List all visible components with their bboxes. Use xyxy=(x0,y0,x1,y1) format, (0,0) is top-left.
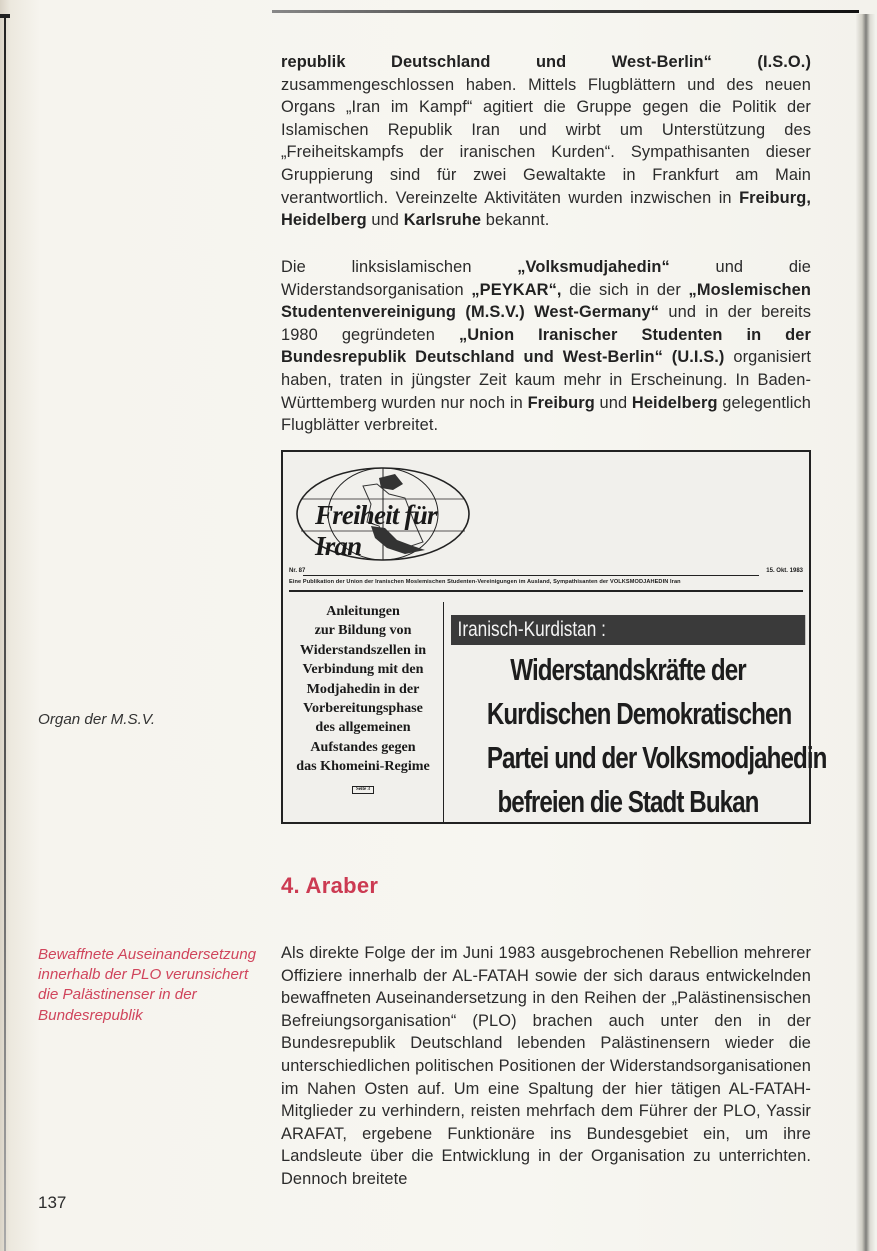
issue-rule xyxy=(303,575,759,576)
binding-edge xyxy=(4,16,6,1251)
page-number: 137 xyxy=(38,1193,67,1212)
headline-line: Partei und der Volksmodjahedin xyxy=(486,740,827,775)
text-run: und in der bereits 1980 gegründeten xyxy=(281,303,811,344)
paragraph-araber xyxy=(281,942,811,1191)
headline-line: befreien die Stadt Bukan xyxy=(497,784,759,819)
sidebar-line: Modjahedin in der xyxy=(306,680,420,697)
page-reference-tag: Seite 3 xyxy=(352,786,374,794)
paragraph-volksmudjahedin xyxy=(281,256,811,437)
text-run: und xyxy=(594,393,632,412)
sidebar-line: Vorbereitungsphase xyxy=(303,700,423,717)
bold-text-run: republik Deutschland und West-Berlin“ (I.S.O.) xyxy=(281,53,811,71)
publisher-line: Eine Publikation der Union der Iranischen Moslemischen Studenten-Vereinigungen im Ausland, Sympathisanten der VOLKSMODJAHEDIN Iran xyxy=(289,579,681,585)
kicker-bar: Iranisch-Kurdistan : xyxy=(451,615,805,645)
bold-text-run: Karlsruhe xyxy=(403,211,482,230)
text-run: gelegentlich Flugblätter verbreitet. xyxy=(281,393,811,435)
masthead-title: Freiheit für Iran xyxy=(315,500,437,561)
sidebar-line: Verbindung mit den xyxy=(302,661,424,678)
bold-text-run: Freiburg xyxy=(527,393,595,412)
sidebar-line: des allgemeinen xyxy=(315,719,411,736)
sidebar-line: Anleitungen xyxy=(326,603,400,619)
bold-text-run: „Union Iranischer Studenten in der Bundesrepublik Deutschland und West-Berlin“ (U.I.S.) xyxy=(281,325,811,367)
bold-text-run: „Moslemischen Studentenvereinigung (M.S.V.) West-Germany“ xyxy=(281,280,811,322)
masthead-logo xyxy=(293,464,473,564)
sidebar-line: Aufstandes gegen xyxy=(310,738,416,755)
text-run: Als direkte Folge der im Juni 1983 ausgebrochenen Rebellion mehrerer Offiziere innerhalb der AL-FATAH sowie der sich daraus entwickelnden bewaffneten Auseinandersetzung in den Reihen der „Palästinensischen Befreiungsorganisation“ (PLO) brachen auch unter den in der Bundesrepublik Deutschland lebenden Palästinensern wieder die unterschiedlichen politischen Positionen der Widerstandsorganisationen im Nahen Osten auf. Um eine Spaltung der hier tätigen AL-FATAH-Mitglieder zu verhindern, reisten mehrfach dem Führer der PLO, Yassir ARAFAT, ergebene Funktionäre ins Bundesgebiet ein, um ihre Landsleute über die Entwicklung in der Organisation zu unterrichten. Dennoch breitete xyxy=(281,944,811,1188)
text-run: organisiert haben, traten in jüngster Zeit kaum mehr in Erscheinung. In Baden-Württemberg wurden nur noch in xyxy=(281,348,811,412)
publisher-rule xyxy=(289,590,803,592)
text-run: zusammengeschlossen haben. Mittels Flugblättern und des neuen Organs „Iran im Kampf“ agitiert die Gruppe gegen die Politik der Islamischen Republik Iran und wirbt um Unterstützung des „Freiheitskampfs der iranischen Kurden“. Sympathisanten dieser Gruppierung sind für zwei Gewaltakte in Frankfurt am Main verantwortlich. Vereinzelte Aktivitäten wurden inzwischen in xyxy=(281,75,811,207)
paragraph-iso xyxy=(281,51,811,232)
top-rule xyxy=(272,10,859,13)
sidebar-line: das Khomeini-Regime xyxy=(296,758,430,775)
binding-tick-mark xyxy=(0,14,10,18)
column-divider xyxy=(443,602,444,824)
newspaper-sidebar xyxy=(287,602,439,824)
sidebar-line: zur Bildung von xyxy=(314,622,412,639)
issue-number: Nr. 87 xyxy=(289,568,306,574)
sidebar-line: Widerstandszellen in xyxy=(299,641,427,658)
headline-line: Widerstandskräfte der xyxy=(510,652,746,687)
page-right-edge xyxy=(856,14,876,1251)
newspaper-headline xyxy=(447,648,827,824)
text-run: bekannt. xyxy=(481,211,550,230)
bold-text-run: Freiburg, Heidelberg xyxy=(281,188,811,230)
text-run: Die linksislamischen xyxy=(281,258,518,276)
bold-text-run: „PEYKAR“, xyxy=(471,280,562,299)
issue-date: 15. Okt. 1983 xyxy=(766,568,803,574)
margin-note-organ: Organ der M.S.V. xyxy=(38,711,156,728)
text-run: und die Widerstandsorganisation xyxy=(281,258,811,299)
text-run: die sich in der xyxy=(561,280,689,299)
bold-text-run: „Volksmudjahedin“ xyxy=(517,258,670,276)
section-heading: 4. Araber xyxy=(281,873,379,898)
bold-text-run: Heidelberg xyxy=(631,393,718,412)
headline-line: Kurdischen Demokratischen xyxy=(486,696,792,731)
issue-row xyxy=(289,568,803,578)
margin-note-bewaffnete: Bewaffnete Auseinandersetzung innerhalb der PLO verunsichert die Palästinenser in der Bundesrepublik xyxy=(38,946,257,1024)
newspaper-figure xyxy=(281,450,827,824)
text-run: und xyxy=(366,211,404,230)
